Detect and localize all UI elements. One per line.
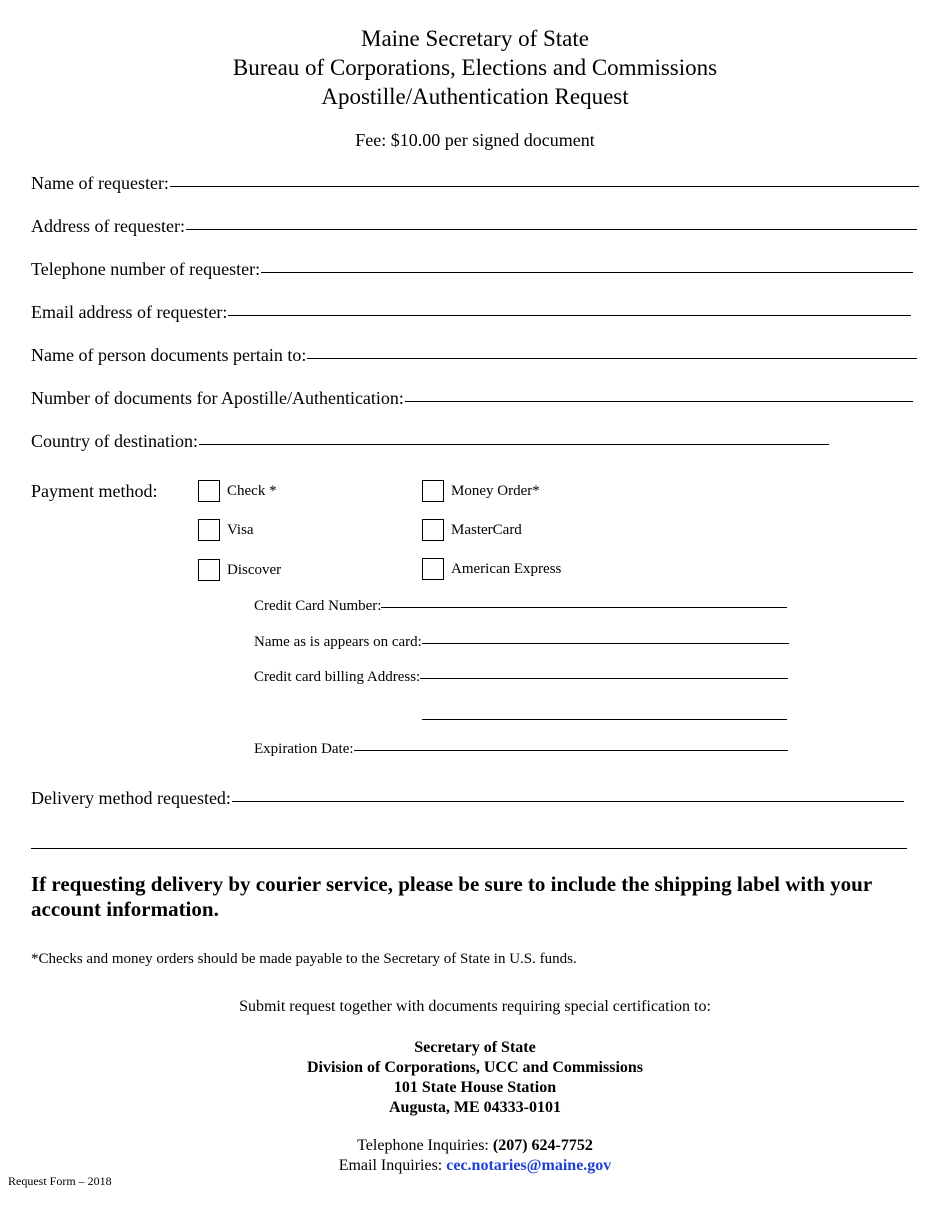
email-link[interactable]: cec.notaries@maine.gov bbox=[446, 1157, 612, 1174]
name-label: Name of requester: bbox=[31, 173, 169, 193]
email-label: Email address of requester: bbox=[31, 302, 228, 322]
money-order-checkbox[interactable] bbox=[422, 480, 444, 502]
visa-option[interactable] bbox=[198, 519, 254, 541]
country-field[interactable] bbox=[31, 431, 829, 452]
email-field[interactable] bbox=[31, 302, 911, 323]
header-bureau: Bureau of Corporations, Elections and Commissions bbox=[232, 55, 718, 80]
cc-billing-field[interactable] bbox=[254, 669, 788, 686]
checks-note: *Checks and money orders should be made payable to the Secretary of State in U.S. funds. bbox=[31, 951, 577, 967]
phone-inquiries bbox=[0, 1136, 950, 1156]
cc-expiration-field[interactable] bbox=[254, 741, 788, 758]
name-field[interactable] bbox=[31, 173, 919, 194]
phone-number: (207) 624-7752 bbox=[492, 1137, 593, 1154]
address-line-1: Secretary of State bbox=[414, 1039, 536, 1056]
money-order-option[interactable] bbox=[422, 480, 540, 502]
telephone-field[interactable] bbox=[31, 259, 913, 280]
check-label: Check * bbox=[227, 482, 277, 499]
discover-checkbox[interactable] bbox=[198, 559, 220, 581]
cc-number-label: Credit Card Number: bbox=[254, 598, 382, 614]
address-field[interactable] bbox=[31, 216, 917, 237]
delivery-line-2[interactable] bbox=[31, 847, 907, 849]
address-line-4: Augusta, ME 04333-0101 bbox=[388, 1099, 561, 1116]
submit-instruction: Submit request together with documents requiring special certification to: bbox=[239, 998, 711, 1015]
telephone-label: Telephone number of requester: bbox=[31, 259, 261, 279]
discover-option[interactable] bbox=[198, 559, 281, 581]
country-label: Country of destination: bbox=[31, 431, 198, 451]
footer-form-version: Request Form – 2018 bbox=[8, 1174, 112, 1188]
amex-option[interactable] bbox=[422, 558, 561, 580]
mastercard-checkbox[interactable] bbox=[422, 519, 444, 541]
email-inquiries bbox=[0, 1156, 950, 1176]
header-form-title: Apostille/Authentication Request bbox=[321, 84, 629, 109]
check-option[interactable] bbox=[198, 480, 277, 502]
person-label: Name of person documents pertain to: bbox=[31, 345, 307, 365]
address-label: Address of requester: bbox=[31, 216, 185, 236]
courier-note: If requesting delivery by courier service, please be sure to include the shipping label with your account information. bbox=[31, 872, 872, 921]
discover-label: Discover bbox=[227, 561, 282, 578]
amex-label: American Express bbox=[451, 560, 562, 577]
check-checkbox[interactable] bbox=[198, 480, 220, 502]
header-agency: Maine Secretary of State bbox=[361, 26, 589, 51]
phone-label: Telephone Inquiries: bbox=[357, 1137, 493, 1154]
cc-billing-line-2[interactable] bbox=[422, 718, 787, 720]
mastercard-option[interactable] bbox=[422, 519, 522, 541]
address-line-2: Division of Corporations, UCC and Commissions bbox=[306, 1059, 644, 1076]
cc-name-field[interactable] bbox=[254, 634, 789, 651]
visa-label: Visa bbox=[227, 521, 254, 538]
payment-label: Payment method: bbox=[31, 481, 158, 501]
fee-text: Fee: $10.00 per signed document bbox=[355, 130, 595, 150]
delivery-label: Delivery method requested: bbox=[31, 788, 231, 808]
delivery-field[interactable] bbox=[31, 788, 904, 809]
cc-billing-label: Credit card billing Address: bbox=[254, 669, 421, 685]
cc-name-label: Name as is appears on card: bbox=[254, 634, 422, 650]
cc-number-field[interactable] bbox=[254, 598, 787, 615]
amex-checkbox[interactable] bbox=[422, 558, 444, 580]
mastercard-label: MasterCard bbox=[451, 521, 522, 538]
money-order-label: Money Order* bbox=[451, 482, 540, 499]
visa-checkbox[interactable] bbox=[198, 519, 220, 541]
person-field[interactable] bbox=[31, 345, 917, 366]
number-docs-label: Number of documents for Apostille/Authentication: bbox=[31, 388, 404, 408]
address-line-3: 101 State House Station bbox=[393, 1079, 557, 1096]
number-docs-field[interactable] bbox=[31, 388, 913, 409]
email-inquiries-label: Email Inquiries: bbox=[338, 1157, 447, 1174]
cc-expiration-label: Expiration Date: bbox=[254, 741, 354, 757]
